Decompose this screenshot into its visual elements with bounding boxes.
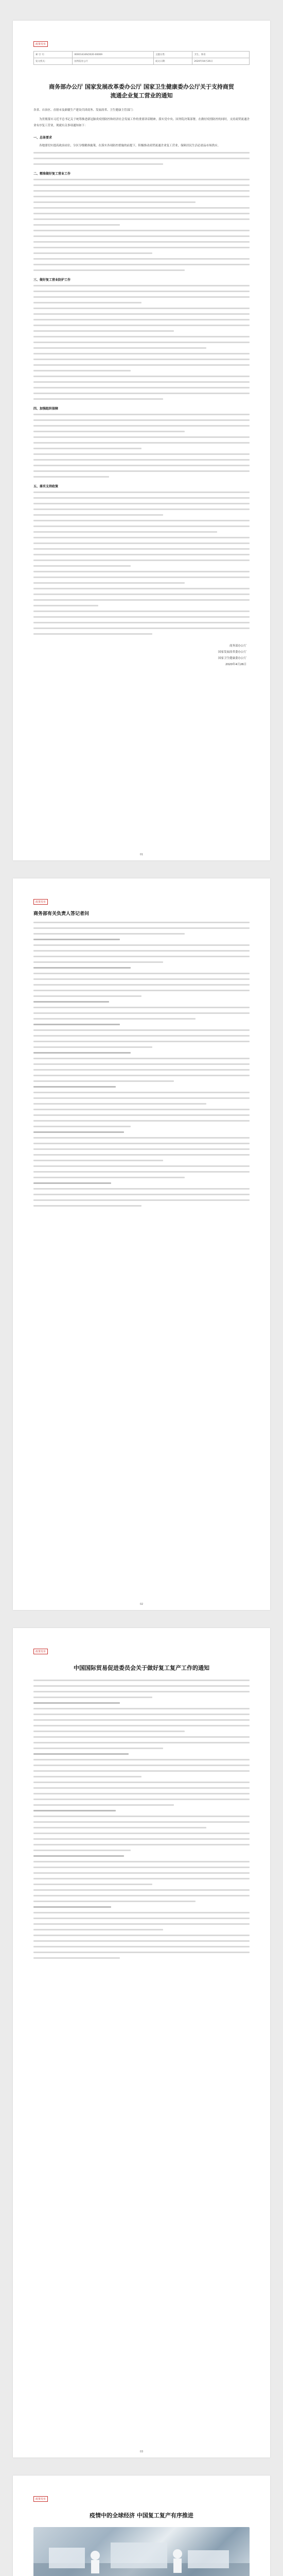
document-title: 商务部办公厅 国家发展改革委办公厅 国家卫生健康委办公厅关于支持商贸流通企业复工营业的通知 bbox=[49, 83, 234, 99]
section-heading: 五、落实支持政策 bbox=[33, 485, 59, 488]
info-cell: 成文日期： bbox=[153, 58, 192, 65]
section-tag: 政策发布 bbox=[33, 2496, 48, 2502]
info-cell: 2020年04月26日 bbox=[192, 58, 250, 65]
photo-illustration bbox=[33, 2527, 250, 2576]
section-tag: 政策发布 bbox=[33, 1649, 48, 1654]
document-page-2 bbox=[13, 878, 270, 1610]
info-cell: 主题分类： bbox=[153, 52, 192, 58]
document-title: 中国国际贸易促进委员会关于做好复工复产工作的通知 bbox=[74, 1665, 209, 1671]
section-heading: 二、精准做好复工营业工作 bbox=[33, 172, 71, 176]
section-heading: 四、加强组织保障 bbox=[33, 407, 59, 411]
document-title: 疫情中的全球经济 中国复工复产有序推进 bbox=[90, 2512, 193, 2519]
body-text-lines bbox=[33, 179, 250, 271]
section-tag: 政策发布 bbox=[33, 41, 48, 47]
signature-block bbox=[33, 643, 250, 668]
document-page-3 bbox=[13, 1628, 270, 2458]
document-info-table bbox=[33, 51, 250, 65]
intro-paragraph: 为贯彻落实习近平总书记关于统筹推进新冠肺炎疫情防控和经济社会发展工作的重要讲话精神，落实党中央、国务院决策部署，在做好疫情防控的同时，支持商贸流通企业有序复工营业，现就有关事项通知如下： bbox=[33, 118, 250, 127]
page-number: 03 bbox=[139, 2450, 144, 2453]
section-tag: 政策发布 bbox=[33, 899, 48, 905]
body-text-lines bbox=[33, 922, 250, 1207]
signature-line: 国家卫生健康委办公厅 bbox=[218, 657, 246, 660]
body-text-lines bbox=[33, 492, 250, 635]
addressee: 各省、自治区、直辖市及新疆生产建设兵团商务、发展改革、卫生健康主管部门： bbox=[33, 109, 136, 112]
info-cell: 索 引 号： bbox=[34, 52, 73, 58]
page-number: 02 bbox=[139, 1603, 144, 1606]
signature-line: 国家发展改革委办公厅 bbox=[218, 651, 246, 654]
info-cell: 卫生、体育 bbox=[192, 52, 250, 58]
document-page-1 bbox=[13, 21, 270, 860]
body-text-lines bbox=[33, 414, 250, 478]
signature-date: 2020年4月26日 bbox=[225, 663, 246, 666]
body-paragraph: 各地要切实提高政治站位，分区分级精准施策，在落实各项防控措施的前提下，积极推动商贸流通企业复工营业，保障居民生活必需品市场供应。 bbox=[39, 144, 221, 147]
info-cell: 发文机关： bbox=[34, 58, 73, 65]
document-page-4 bbox=[13, 2476, 270, 2576]
section-title: 商务部有关负责人答记者问 bbox=[33, 911, 90, 917]
signature-line: 商务部办公厅 bbox=[229, 645, 246, 648]
body-text-lines bbox=[33, 1680, 250, 1959]
section-heading: 一、总体要求 bbox=[33, 136, 52, 140]
factory-photo bbox=[33, 2527, 250, 2576]
info-cell: 国务院办公厅 bbox=[73, 58, 154, 65]
body-text-lines bbox=[33, 285, 250, 400]
info-cell: 000014349/2020-00069 bbox=[73, 52, 154, 58]
page-number: 01 bbox=[139, 853, 144, 856]
body-text-lines bbox=[33, 152, 250, 165]
section-heading: 三、做好复工营业防护工作 bbox=[33, 278, 71, 282]
